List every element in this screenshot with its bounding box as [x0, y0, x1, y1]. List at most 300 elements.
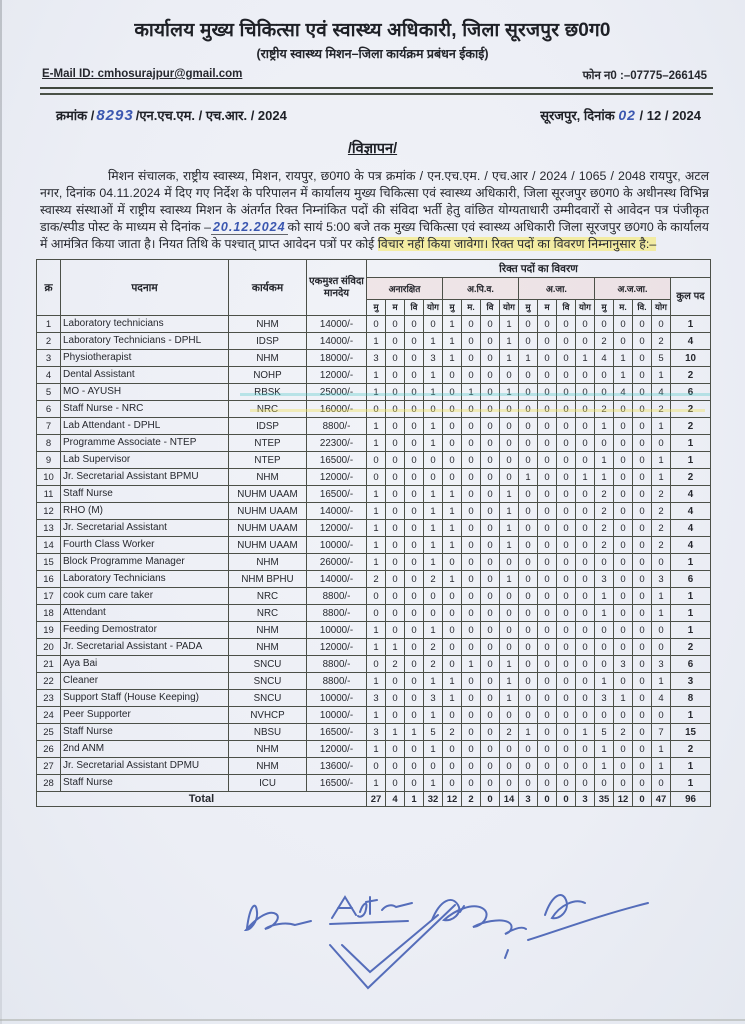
cell-count: 0 [386, 384, 405, 401]
cell-serial: 12 [37, 503, 61, 520]
cell-count: 0 [481, 418, 500, 435]
cell-count: 0 [519, 656, 538, 673]
cell-count: 0 [538, 775, 557, 792]
cell-total: 1 [671, 707, 711, 724]
cell-serial: 8 [37, 435, 61, 452]
cell-program: NUHM UAAM [229, 520, 307, 537]
cell-count: 0 [386, 741, 405, 758]
cell-count: 0 [633, 656, 652, 673]
cell-count: 0 [557, 486, 576, 503]
table-row [37, 503, 711, 520]
vacancy-table [36, 259, 711, 807]
cell-count: 1 [424, 333, 443, 350]
cell-count: 0 [595, 316, 614, 333]
header-divider [40, 87, 713, 95]
signature-flourish-4 [528, 903, 648, 940]
cell-post: Jr. Secretarial Assistant DPMU [61, 758, 229, 775]
cell-count: 0 [633, 333, 652, 350]
cell-pay: 12000/- [307, 741, 367, 758]
table-row [37, 622, 711, 639]
cell-total: 4 [671, 503, 711, 520]
cell-count: 0 [500, 622, 519, 639]
cell-count: 0 [519, 588, 538, 605]
cell-count: 0 [367, 452, 386, 469]
table-row [37, 656, 711, 673]
cell-post: cook cum care taker [61, 588, 229, 605]
cell-count: 0 [405, 503, 424, 520]
cell-count: 0 [557, 775, 576, 792]
cell-count: 0 [633, 503, 652, 520]
cell-count: 0 [576, 537, 595, 554]
cell-count: 0 [386, 605, 405, 622]
cell-count: 1 [614, 690, 633, 707]
cell-count: 0 [500, 741, 519, 758]
cell-total: 6 [671, 571, 711, 588]
cell-count: 0 [519, 486, 538, 503]
cell-count: 0 [481, 758, 500, 775]
cell-count: 0 [462, 537, 481, 554]
signature-underline-2 [330, 921, 408, 924]
cell-count: 0 [367, 758, 386, 775]
cell-count: 2 [595, 520, 614, 537]
cell-count: 2 [652, 486, 671, 503]
cell-count: 0 [614, 537, 633, 554]
col-header-category-ur: अनारक्षित [367, 278, 443, 300]
table-row [37, 384, 711, 401]
cell-count: 0 [481, 435, 500, 452]
cell-count: 1 [443, 690, 462, 707]
cell-total: 4 [671, 486, 711, 503]
table-row [37, 537, 711, 554]
vacancy-table-header [37, 260, 711, 316]
cell-count: 2 [500, 724, 519, 741]
cell-program: NTEP [229, 452, 307, 469]
cell-count: 1 [652, 469, 671, 486]
cell-post: Staff Nurse - NRC [61, 401, 229, 418]
cell-count: 1 [443, 537, 462, 554]
cell-count: 0 [405, 537, 424, 554]
cell-count: 0 [481, 537, 500, 554]
cell-count: 1 [614, 350, 633, 367]
cell-count: 0 [405, 384, 424, 401]
cell-count: 0 [633, 707, 652, 724]
cell-count: 0 [595, 384, 614, 401]
total-count: 12 [443, 792, 462, 807]
cell-count: 0 [462, 469, 481, 486]
cell-count: 0 [443, 554, 462, 571]
table-row [37, 707, 711, 724]
cell-count: 0 [500, 401, 519, 418]
cell-count: 0 [576, 435, 595, 452]
cell-count: 0 [557, 622, 576, 639]
cell-count: 0 [557, 707, 576, 724]
cell-count: 0 [538, 673, 557, 690]
cell-count: 0 [633, 520, 652, 537]
cell-program: RBSK [229, 384, 307, 401]
signature-mark-4 [545, 895, 585, 918]
cell-count: 0 [443, 435, 462, 452]
cell-count: 0 [614, 401, 633, 418]
table-row [37, 724, 711, 741]
cell-count: 0 [443, 418, 462, 435]
cell-post: Jr. Secretarial Assistant BPMU [61, 469, 229, 486]
cell-count: 1 [576, 350, 595, 367]
cell-count: 0 [500, 639, 519, 656]
signature-block [0, 872, 745, 1022]
signature-mark-1 [246, 906, 311, 930]
cell-program: NUHM UAAM [229, 503, 307, 520]
cell-count: 0 [557, 724, 576, 741]
cell-program: NHM [229, 554, 307, 571]
col-subheader: योग [500, 300, 519, 316]
cell-count: 0 [443, 639, 462, 656]
cell-count: 0 [519, 333, 538, 350]
cell-count: 0 [595, 639, 614, 656]
cell-count: 0 [462, 690, 481, 707]
total-count: 3 [576, 792, 595, 807]
cell-program: SNCU [229, 673, 307, 690]
cell-count: 0 [538, 350, 557, 367]
cell-count: 1 [595, 605, 614, 622]
cell-serial: 9 [37, 452, 61, 469]
cell-count: 0 [633, 486, 652, 503]
cell-total: 1 [671, 775, 711, 792]
cell-count: 0 [576, 486, 595, 503]
cell-count: 0 [633, 554, 652, 571]
cell-count: 3 [595, 571, 614, 588]
col-subheader: म. [462, 300, 481, 316]
col-subheader: योग [652, 300, 671, 316]
table-row [37, 520, 711, 537]
table-row [37, 758, 711, 775]
cell-count: 0 [462, 707, 481, 724]
cell-program: NVHCP [229, 707, 307, 724]
cell-program: NUHM UAAM [229, 537, 307, 554]
cell-count: 0 [519, 707, 538, 724]
cell-count: 2 [595, 537, 614, 554]
cell-post: Feeding Demostrator [61, 622, 229, 639]
cell-count: 0 [405, 707, 424, 724]
cell-count: 3 [424, 350, 443, 367]
cell-count: 0 [405, 571, 424, 588]
cell-count: 0 [367, 588, 386, 605]
phone-label: फोन न0 :–07775–266145 [582, 70, 707, 82]
cell-count: 0 [405, 622, 424, 639]
cell-count: 0 [500, 367, 519, 384]
cell-count: 1 [652, 367, 671, 384]
email-label: E-Mail ID: cmhosurajpur@gmail.com [42, 68, 243, 80]
cell-count: 0 [519, 418, 538, 435]
cell-pay: 10000/- [307, 537, 367, 554]
cell-count: 1 [424, 486, 443, 503]
table-row [37, 554, 711, 571]
cell-count: 0 [614, 775, 633, 792]
cell-count: 0 [405, 605, 424, 622]
cell-count: 0 [462, 758, 481, 775]
cell-count: 0 [500, 435, 519, 452]
table-row [37, 775, 711, 792]
col-subheader: मु [443, 300, 462, 316]
cell-count: 0 [481, 452, 500, 469]
cell-count: 0 [614, 605, 633, 622]
cell-count: 0 [386, 673, 405, 690]
cell-count: 0 [538, 741, 557, 758]
cell-count: 1 [443, 673, 462, 690]
table-row [37, 741, 711, 758]
cell-count: 0 [405, 690, 424, 707]
table-row [37, 673, 711, 690]
col-header-total-posts: कुल पद [671, 278, 711, 316]
cell-count: 0 [633, 741, 652, 758]
cell-count: 0 [614, 486, 633, 503]
cell-count: 0 [538, 622, 557, 639]
cell-count: 0 [557, 605, 576, 622]
cell-total: 1 [671, 435, 711, 452]
cell-count: 1 [367, 418, 386, 435]
total-count: 32 [424, 792, 443, 807]
cell-count: 1 [500, 520, 519, 537]
cell-count: 0 [481, 333, 500, 350]
cell-count: 0 [519, 520, 538, 537]
col-header-sn: क्र [37, 260, 61, 316]
cell-count: 0 [481, 316, 500, 333]
cell-count: 1 [424, 384, 443, 401]
cell-total: 15 [671, 724, 711, 741]
signature-checkmark-inner [342, 915, 438, 972]
cell-total: 8 [671, 690, 711, 707]
cell-count: 1 [595, 588, 614, 605]
cell-program: NHM [229, 758, 307, 775]
cell-count: 0 [576, 316, 595, 333]
cell-count: 0 [462, 350, 481, 367]
cell-count: 0 [405, 554, 424, 571]
total-count: 0 [557, 792, 576, 807]
cell-program: NRC [229, 401, 307, 418]
scan-edge-left [0, 0, 2, 1024]
cell-count: 1 [386, 724, 405, 741]
cell-count: 0 [633, 418, 652, 435]
cell-count: 1 [462, 384, 481, 401]
cell-count: 0 [633, 690, 652, 707]
col-header-category-obc: अ.पि.व. [443, 278, 519, 300]
cell-pay: 16500/- [307, 775, 367, 792]
cell-pay: 12000/- [307, 367, 367, 384]
contact-row [42, 68, 707, 83]
cell-count: 0 [481, 605, 500, 622]
cell-count: 1 [500, 690, 519, 707]
cell-count: 0 [538, 588, 557, 605]
cell-count: 0 [386, 775, 405, 792]
cell-count: 0 [462, 333, 481, 350]
cell-count: 0 [500, 707, 519, 724]
cell-post: Programme Associate - NTEP [61, 435, 229, 452]
cell-pay: 25000/- [307, 384, 367, 401]
cell-serial: 3 [37, 350, 61, 367]
cell-serial: 25 [37, 724, 61, 741]
cell-post: Support Staff (House Keeping) [61, 690, 229, 707]
cell-count: 1 [367, 367, 386, 384]
cell-post: RHO (M) [61, 503, 229, 520]
col-header-post: पदनाम [61, 260, 229, 316]
cell-count: 0 [386, 503, 405, 520]
cell-count: 1 [519, 724, 538, 741]
cell-count: 0 [481, 639, 500, 656]
cell-count: 0 [386, 418, 405, 435]
cell-count: 0 [481, 520, 500, 537]
cell-total: 2 [671, 401, 711, 418]
cell-count: 0 [576, 605, 595, 622]
cell-count: 0 [538, 469, 557, 486]
cell-count: 2 [652, 333, 671, 350]
cell-program: NHM [229, 639, 307, 656]
signature-tick-small [505, 950, 508, 958]
cell-count: 0 [462, 741, 481, 758]
cell-count: 0 [386, 571, 405, 588]
cell-count: 0 [538, 316, 557, 333]
cell-post: Staff Nurse [61, 724, 229, 741]
cell-count: 0 [481, 724, 500, 741]
cell-count: 0 [614, 707, 633, 724]
cell-count: 1 [424, 707, 443, 724]
cell-count: 0 [538, 758, 557, 775]
cell-count: 2 [652, 503, 671, 520]
cell-total: 1 [671, 605, 711, 622]
cell-count: 0 [595, 775, 614, 792]
cell-count: 0 [538, 435, 557, 452]
table-row [37, 316, 711, 333]
cell-count: 0 [405, 775, 424, 792]
cell-serial: 6 [37, 401, 61, 418]
notice-heading: /विज्ञापन/ [347, 141, 398, 157]
cell-count: 0 [481, 741, 500, 758]
cell-count: 0 [386, 537, 405, 554]
cell-count: 1 [652, 741, 671, 758]
cell-count: 0 [614, 316, 633, 333]
cell-count: 0 [424, 758, 443, 775]
cell-count: 0 [614, 435, 633, 452]
cell-count: 0 [443, 622, 462, 639]
cell-count: 0 [462, 418, 481, 435]
cell-program: NHM BPHU [229, 571, 307, 588]
cell-program: NHM [229, 316, 307, 333]
cell-total: 2 [671, 741, 711, 758]
cell-serial: 2 [37, 333, 61, 350]
cell-count: 3 [424, 690, 443, 707]
cell-count: 2 [652, 537, 671, 554]
cell-count: 0 [500, 605, 519, 622]
cell-count: 0 [481, 384, 500, 401]
col-header-category-st: अ.ज.जा. [595, 278, 671, 300]
cell-count: 0 [481, 690, 500, 707]
cell-count: 0 [481, 503, 500, 520]
cell-count: 0 [633, 775, 652, 792]
cell-count: 0 [443, 401, 462, 418]
cell-count: 1 [652, 588, 671, 605]
cell-count: 0 [614, 639, 633, 656]
cell-count: 0 [462, 775, 481, 792]
cell-count: 1 [500, 537, 519, 554]
cell-count: 1 [652, 673, 671, 690]
table-row [37, 588, 711, 605]
cell-total: 3 [671, 673, 711, 690]
cell-count: 0 [557, 316, 576, 333]
cell-count: 1 [443, 503, 462, 520]
cell-serial: 13 [37, 520, 61, 537]
total-count: 2 [462, 792, 481, 807]
total-count: 4 [386, 792, 405, 807]
cell-total: 4 [671, 333, 711, 350]
cell-serial: 14 [37, 537, 61, 554]
cell-post: Laboratory Technicians - DPHL [61, 333, 229, 350]
cell-count: 1 [595, 469, 614, 486]
cell-count: 2 [652, 401, 671, 418]
cell-count: 1 [367, 520, 386, 537]
cell-post: Block Programme Manager [61, 554, 229, 571]
cell-count: 0 [462, 622, 481, 639]
cell-count: 1 [500, 656, 519, 673]
cell-pay: 12000/- [307, 469, 367, 486]
cell-serial: 16 [37, 571, 61, 588]
cell-count: 0 [519, 690, 538, 707]
cell-count: 0 [614, 469, 633, 486]
cell-post: Laboratory Technicians [61, 571, 229, 588]
ref-number-handwritten: 8293 [96, 107, 134, 124]
cell-count: 0 [538, 724, 557, 741]
cell-pay: 12000/- [307, 639, 367, 656]
cell-total: 2 [671, 639, 711, 656]
cell-count: 0 [538, 554, 557, 571]
cell-program: SNCU [229, 690, 307, 707]
cell-count: 0 [367, 605, 386, 622]
cell-count: 0 [633, 673, 652, 690]
cell-pay: 10000/- [307, 707, 367, 724]
cell-count: 0 [614, 588, 633, 605]
cell-count: 1 [424, 537, 443, 554]
cell-count: 0 [557, 435, 576, 452]
cell-count: 0 [557, 639, 576, 656]
cell-count: 0 [386, 452, 405, 469]
cell-total: 2 [671, 418, 711, 435]
cell-count: 0 [519, 554, 538, 571]
cell-count: 1 [500, 384, 519, 401]
document-header [0, 0, 745, 62]
cell-program: NBSU [229, 724, 307, 741]
col-subheader: योग [576, 300, 595, 316]
cell-count: 2 [595, 503, 614, 520]
table-row [37, 469, 711, 486]
cell-count: 1 [500, 333, 519, 350]
cell-count: 0 [386, 520, 405, 537]
cell-count: 0 [519, 758, 538, 775]
cell-program: NTEP [229, 435, 307, 452]
col-subheader: वि [481, 300, 500, 316]
cell-post: Fourth Class Worker [61, 537, 229, 554]
cell-count: 0 [443, 452, 462, 469]
cell-serial: 18 [37, 605, 61, 622]
cell-count: 0 [633, 367, 652, 384]
cell-count: 0 [614, 554, 633, 571]
cell-serial: 1 [37, 316, 61, 333]
cell-count: 0 [576, 554, 595, 571]
cell-count: 1 [576, 724, 595, 741]
cell-count: 0 [538, 418, 557, 435]
cell-count: 3 [652, 656, 671, 673]
cell-total: 4 [671, 520, 711, 537]
cell-count: 0 [652, 707, 671, 724]
col-subheader: योग [424, 300, 443, 316]
cell-count: 5 [424, 724, 443, 741]
cell-count: 4 [652, 690, 671, 707]
